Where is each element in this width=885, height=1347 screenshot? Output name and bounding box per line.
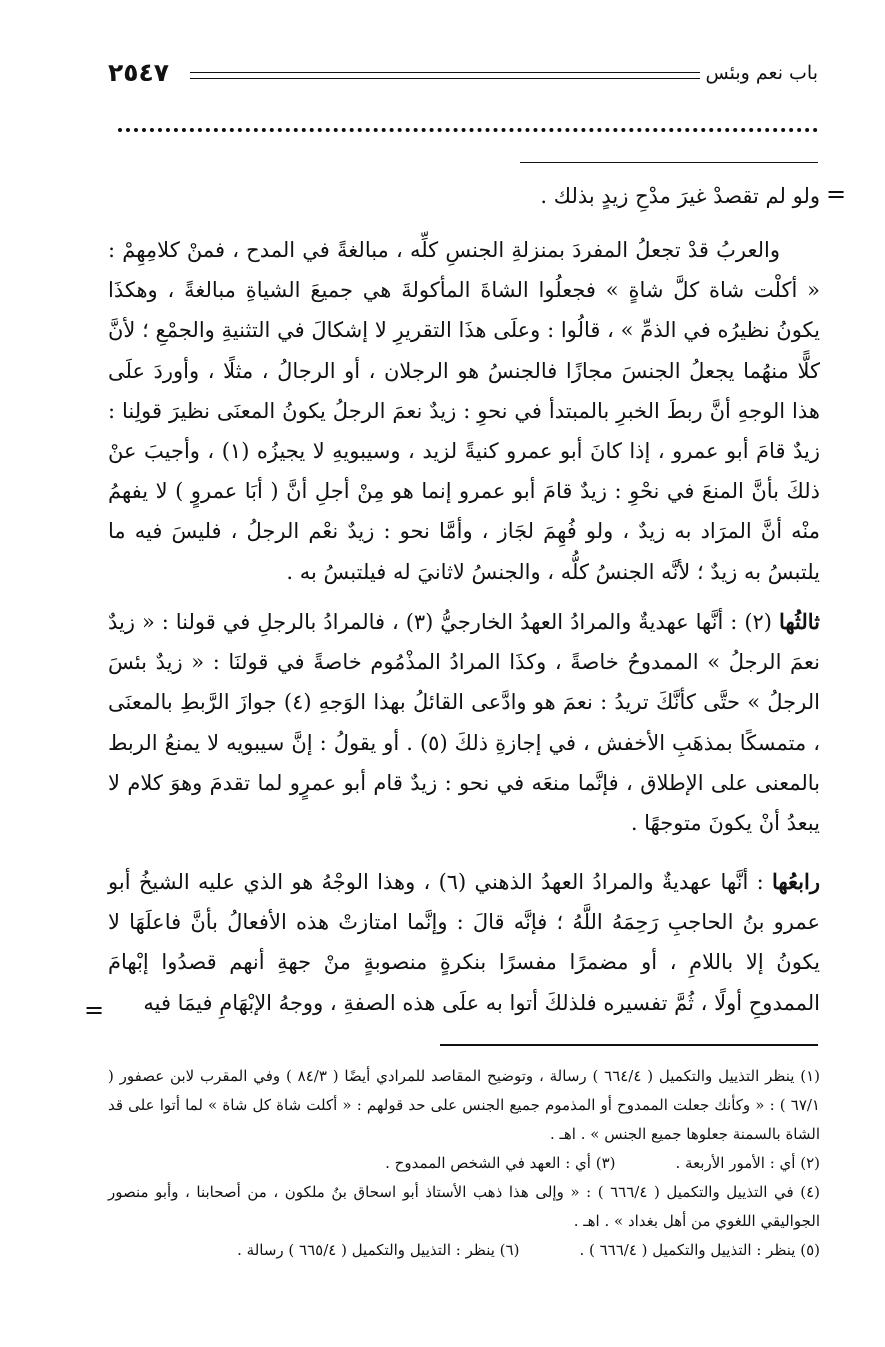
footnote-row-5-6 — [108, 1236, 820, 1265]
footnote-4: (٤) في التذييل والتكميل ( ٦٦٦/٤ ) : « وإلى هذا ذهب الأستاذ أبو اسحاق بنُ ملكون ، من أصحابنا ، وأبو منصور الجواليقي اللغوي من أهل بغداد » . اهـ . — [108, 1183, 820, 1230]
footnote-1: (١) ينظر التذييل والتكميل ( ٦٦٤/٤ ) رسالة ، وتوضيح المقاصد للمرادي أيضًا ( ٨٤/٣ ) وفي المقرب لابن عصفور ( ٦٧/١ ) : « وكأنك جعلت الممدوح أو المذموم جميع الجنس على حد قولهم : « أكلت شاة كل شاة » لما أتوا على قد الشاة بالسمنة جعلوها جميع الجنس » . اهـ . — [108, 1067, 820, 1143]
footnote-row-2-3 — [108, 1149, 820, 1178]
paragraph-4 — [108, 862, 820, 1023]
first-line — [108, 176, 820, 216]
continuation-mark-end: = — [84, 996, 105, 1024]
first-line-text: ولو لم تقصدْ غيرَ مدْحِ زيدٍ بذلك . — [540, 184, 820, 208]
page-number: ٢٥٤٧ — [108, 58, 170, 87]
footnote-3: (٣) أي : العهد في الشخص الممدوح . — [385, 1154, 616, 1172]
chapter-title: باب نعم وبئس — [705, 62, 818, 84]
paragraph-3-lead: ثالثُها — [778, 609, 820, 634]
running-header — [108, 58, 818, 98]
paragraph-3 — [108, 602, 820, 843]
continuation-mark-start: = — [826, 180, 847, 208]
footnotes — [108, 1062, 820, 1265]
short-rule — [520, 162, 818, 163]
paragraph-2-text: والعربُ قدْ تجعلُ المفردَ بمنزلةِ الجنسِ كلِّه ، مبالغةً في المدح ، فمنْ كلامِهِمْ : « أكلْت شاة كلَّ شاةٍ » فجعلُوا الشاةَ المأكولةَ هي جميعَ الشياةِ مبالغةً ، وهكذَا يكونُ نظيرُه في الذمِّ » ، قالُوا : وعلَى هذَا التقريرِ لا إشكالَ في التثنيةِ والجمْعِ ؛ لأنَّ كلًّا منهُما يجعلُ الجنسَ مجازًا فالجنسُ هو الرجلان ، أو الرجالُ ، مثلًا ، وأوردَ علَى هذا الوجهِ أنَّ ربطَ الخبرِ بالمبتدأ في نحوِ : زيدٌ نعمَ الرجلُ يكونُ المعنَى نظيرَ قولِنا : زيدٌ قامَ أبو عمرو ، إذا كانَ أبو عمرو كنيةً لزيد ، وسيبويهِ لا يجيزُه (١) ، وأجيبَ عنْ ذلكَ بأنَّ المنعَ في نحْوِ : زيدٌ قامَ أبو عمرو إنما هو مِنْ أجلِ أنَّ ( أبَا عمروٍ ) لا يفهمُ منْه أنَّ المرَاد به زيدٌ ، ولو فُهِمَ لجَاز ، وأمَّا نحو : زيدٌ نعْم الرجلُ ، فليسَ فيه ما يلتبسُ به زيدٌ ؛ لأنَّه الجنسُ كلُّه ، والجنسُ لاثانيَ له فيلتبسُ به . — [108, 238, 821, 584]
footnote-5: (٥) ينظر : التذييل والتكميل ( ٦٦٦/٤ ) . — [579, 1241, 820, 1259]
footnote-6: (٦) ينظر : التذييل والتكميل ( ٦٦٥/٤ ) رسالة . — [237, 1241, 520, 1259]
paragraph-3-text: (٢) : أنَّها عهديةٌ والمرادُ العهدُ الخارجيُّ (٣) ، فالمرادُ بالرجلِ في قولنا : « زيدٌ نعمَ الرجلُ » الممدوحُ خاصةً ، وكذَا المرادُ المذْمُوم خاصةً في قولنَا : « زيدٌ بئسَ الرجلُ » حتَّى كأنَّكَ تريدُ : نعمَ هو وادَّعى القائلُ بهذا الوَجهِ (٤) جوازَ الرَّبطِ بالمعنَى ، متمسكًا بمذهَبِ الأخفش ، في إجازةِ ذلكَ (٥) . أو يقولُ : إنَّ سيبويه لا يمنعُ الربط بالمعنى على الإطلاق ، فإنَّما منعَه في نحو : زيدٌ قام أبو عمرٍو لما تقدمَ وهوَ كلام لا يبعدُ أنْ يكونَ متوجهًا . — [108, 610, 820, 836]
paragraph-4-lead: رابعُها — [771, 869, 820, 894]
footnote-separator — [440, 1044, 818, 1046]
paragraph-4-text: : أنَّها عهديةٌ والمرادُ العهدُ الذهني (٦) ، وهذا الوجْهُ هو الذي عليه الشيخُ أبو عمرو بنُ الحاجبِ رَحِمَهُ اللَّهُ ؛ فإنَّه قالَ : وإنَّما امتازتْ هذه الأفعالُ بأنَّ فاعلَهَا لا يكونُ إلا باللامِ ، أو مضمرًا مفسرًا بنكرةٍ منصوبةٍ منْ جهةِ أنهم قصدُوا إبْهامَ الممدوحِ أولًا ، ثُمَّ تفسيره فلذلكَ أتوا به علَى هذه الصفةِ ، ووجهُ الإبْهَامِ فيمَا فيه — [108, 870, 820, 1015]
footnote-2: (٢) أي : الأمور الأربعة . — [675, 1154, 820, 1172]
dotted-separator — [118, 128, 818, 132]
header-double-rule — [190, 72, 700, 79]
paragraph-2 — [108, 230, 820, 592]
